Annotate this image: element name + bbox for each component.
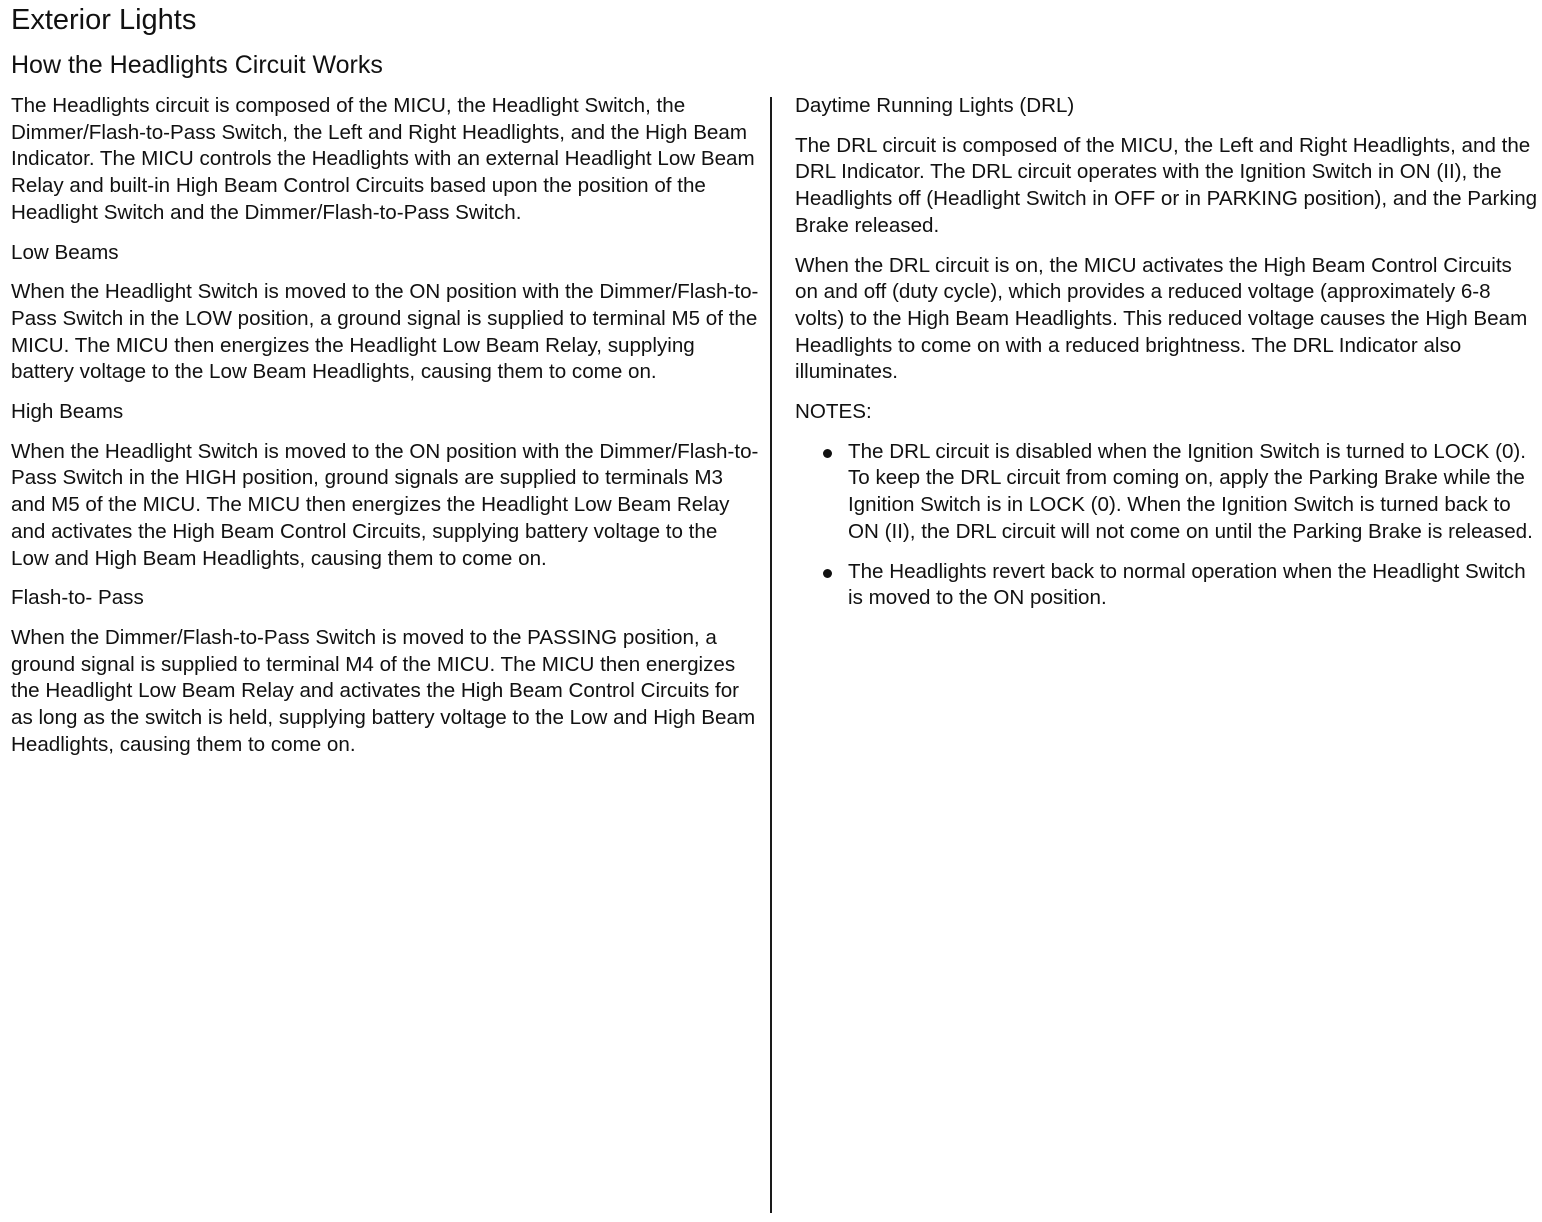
list-item: [795, 439, 1539, 546]
drl-paragraph-2: When the DRL circuit is on, the MICU activates the High Beam Control Circuits on and off (duty cycle), which provides a reduced voltage (approximately 6-8 volts) to the High Beam Headlights. This reduced voltage causes the High Beam Headlights to come on with a reduced brightness. The DRL Indicator also illuminates.: [795, 253, 1528, 384]
note-text: The Headlights revert back to normal operation when the Headlight Switch is moved to the ON position.: [848, 559, 1526, 610]
low-beams-paragraph: When the Headlight Switch is moved to the ON position with the Dimmer/Flash-to-Pass Switch in the LOW position, a ground signal is supplied to terminal M5 of the MICU. The MICU then energizes the Headlight Low Beam Relay, supplying battery voltage to the Low Beam Headlights, causing them to come on.: [11, 280, 759, 384]
list-item: [795, 559, 1539, 612]
flash-to-pass-heading: Flash-to- Pass: [11, 586, 144, 610]
page-title: Exterior Lights: [11, 4, 197, 36]
intro-paragraph: The Headlights circuit is composed of the MICU, the Headlight Switch, the Dimmer/Flash-to-Pass Switch, the Left and Right Headlights, and the High Beam Indicator. The MICU controls the Headlights with an external Headlight Low Beam Relay and built-in High Beam Control Circuits based upon the position of the Headlight Switch and the Dimmer/Flash-to-Pass Switch.: [11, 94, 755, 224]
high-beams-heading: High Beams: [11, 400, 124, 424]
right-column: [795, 93, 1539, 625]
low-beams-heading: Low Beams: [11, 240, 119, 264]
note-text: The DRL circuit is disabled when the Ignition Switch is turned to LOCK (0). To keep the DRL circuit from coming on, apply the Parking Brake while the Ignition Switch is in LOCK (0). When the Ignition Switch is turned back to ON (II), the DRL circuit will not come on until the Parking Brake is released.: [848, 439, 1533, 543]
drl-heading: Daytime Running Lights (DRL): [795, 94, 1075, 117]
notes-list: [795, 439, 1539, 612]
left-column: [11, 93, 759, 771]
bullet-icon: [823, 569, 832, 578]
column-divider: [770, 97, 772, 1213]
drl-paragraph-1: The DRL circuit is composed of the MICU, the Left and Right Headlights, and the DRL Indicator. The DRL circuit operates with the Ignition Switch in ON (II), the Headlights off (Headlight Switch in OFF or in PARKING position), and the Parking Brake released.: [795, 133, 1538, 237]
flash-to-pass-paragraph: When the Dimmer/Flash-to-Pass Switch is moved to the PASSING position, a ground signal is supplied to terminal M4 of the MICU. The MICU then energizes the Headlight Low Beam Relay and activates the High Beam Control Circuits for as long as the switch is held, supplying battery voltage to the Low and High Beam Headlights, causing them to come on.: [11, 625, 756, 756]
high-beams-paragraph: When the Headlight Switch is moved to the ON position with the Dimmer/Flash-to-Pass Switch in the HIGH position, ground signals are supplied to terminals M3 and M5 of the MICU. The MICU then energizes the Headlight Low Beam Relay and activates the High Beam Control Circuits, supplying battery voltage to the Low and High Beam Headlights, causing them to come on.: [11, 439, 759, 570]
bullet-icon: [823, 449, 832, 458]
notes-heading: NOTES:: [795, 400, 872, 424]
page-subtitle: How the Headlights Circuit Works: [11, 51, 383, 79]
